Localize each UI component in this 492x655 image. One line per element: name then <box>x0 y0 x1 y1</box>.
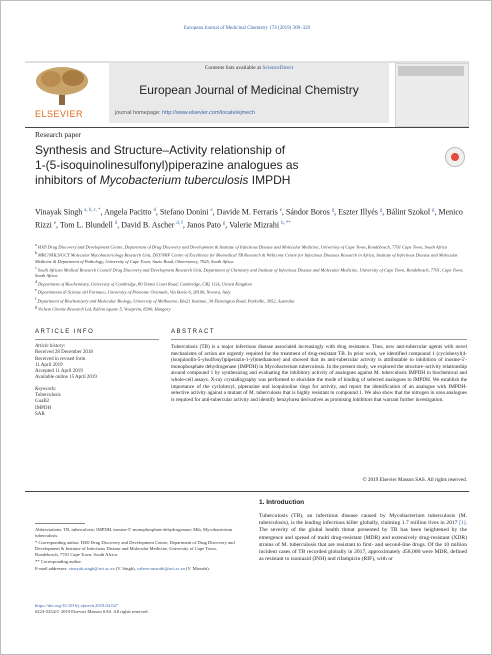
author-name[interactable]: Sándor Boros <box>285 207 332 217</box>
affiliation-item <box>35 242 465 250</box>
affiliation-item <box>35 250 465 264</box>
second-corresponding-footnote: ** Corresponding author. <box>35 559 82 564</box>
author-name[interactable]: Stefano Donini <box>159 207 211 217</box>
affiliation-text: Vichem Chemie Research Ltd, Kálvin square 5, Veszprém, 8200, Hungary <box>38 306 171 312</box>
author-affiliation-marker: d <box>114 220 118 226</box>
article-title: Synthesis and Structure–Activity relationship of 1-(5-isoquinolinesulfonyl)piperazine analogues as inhibitors of Mycobacterium tuberculosis IMPDH <box>35 143 299 187</box>
keyword-list <box>35 393 125 418</box>
abstract-rule <box>171 339 467 340</box>
affiliation-label: f <box>35 295 38 301</box>
affiliation-item <box>35 287 465 295</box>
affiliation-item <box>35 296 465 304</box>
author-affiliation-marker: g <box>432 208 435 213</box>
journal-header <box>25 61 469 129</box>
affiliation-list <box>35 242 465 313</box>
email-link-mizrahi[interactable]: valerie.mizrahi@uct.ac.za <box>136 566 185 571</box>
author-affiliation-marker: g <box>222 220 226 226</box>
copyright-notice: © 2019 Elsevier Masson SAS. All rights reserved. <box>362 477 467 483</box>
doi-block <box>35 603 235 615</box>
author-affiliation-marker: b, ** <box>281 220 291 226</box>
history-line: 11 April 2019 <box>35 362 63 368</box>
affiliation-text: South African Medical Research Council Drug Discovery and Development Research Unit, Department of Chemistry and Institute of Infectious Disease and Molecular Medicine, University of Cape Town, Rondebosch, 7701, Cape Town, South Africa <box>35 267 464 279</box>
author-name[interactable]: Valerie Mizrahi <box>229 220 282 230</box>
author-name[interactable]: David B. Ascher <box>121 220 177 230</box>
affiliation-label: e <box>35 287 38 293</box>
author-name[interactable]: Janos Pato <box>186 220 223 230</box>
article-info-rule <box>35 339 159 340</box>
corresponding-author-footnote: * Corresponding author. H3D Drug Discovery and Development Centre, Department of Drug Discovery and Development & Institute of Infectious Disease and Molecular Medicine, University of Cape Town, Rondebosch, 7701 Cape Town, South Africa. <box>35 540 235 557</box>
keywords-label: Keywords: <box>35 386 57 392</box>
author-affiliation-marker: d, f <box>176 220 183 226</box>
author-name[interactable]: Angela Pacitto <box>104 207 154 217</box>
affiliation-text: Department of Biochemistry and Molecular Biology, University of Melbourne, Bio21 Institute, 30 Flemington Road, Parkville, 3052, Australia <box>37 298 295 304</box>
history-line: Available online 15 April 2019 <box>35 375 97 381</box>
article-info <box>35 344 125 418</box>
email-footnote: E-mail addresses: vinayak.singh@uct.ac.za (V. Singh), valerie.mizrahi@uct.ac.za (V. Mizrahi). <box>35 566 210 571</box>
affiliation-text: Department of Biochemistry, University of Cambridge, 80 Tennis Court Road, Cambridge, CB2 1GA, United Kingdom <box>38 281 252 287</box>
history-label: Article history: <box>35 344 66 349</box>
author-affiliation-marker: d <box>153 208 156 213</box>
abstract-bottom-rule <box>25 491 469 492</box>
introduction-text: Tuberculosis (TB), an infectious disease caused by Mycobacterium tuberculosis (M. tuberculosis), is the leading infectious killer globally, claiming 1.7 million lives in 2017 [1]. The severity of the global health threat presented by TB has been heightened by the emergence and spread of multi drug-resistant (MDR) and extensively drug-resistant (XDR) strains of M. tuberculosis that are resistant to first- and second-line drugs. Of the 10 million incident cases of TB recorded globally in 2017, approximately 458,000 were MDR, defined as resistant to isoniazid (INH) and rifampicin (RIF), with or <box>259 513 467 563</box>
abbreviations-footnote: Abbreviations: TB, tuberculosis; IMPDH, inosine-5′-monophosphate dehydrogenase; Mtb, Mycobacterium tuberculosis. <box>35 527 233 538</box>
affiliation-text: H3D Drug Discovery and Development Centre, Department of Drug Discovery and Development & Institute of Infectious Disease and Molecular Medicine, University of Cape Town, Rondebosch, 7701 Cape Town, South Africa <box>37 244 448 250</box>
check-for-updates-icon[interactable] <box>445 147 465 167</box>
affiliation-label: d <box>35 279 38 285</box>
affiliation-text: Dipartimento di Scienze del Farmaco, University of Piemonte Orientale, Via Bovio 6, 28100, Novara, Italy <box>37 289 231 295</box>
journal-cover-thumbnail <box>395 63 469 127</box>
keyword: GuaB2 <box>35 399 50 405</box>
issn-line: 0223-5234/© 2019 Elsevier Masson SAS. All rights reserved. <box>35 609 149 614</box>
affiliation-item <box>35 279 465 287</box>
affiliation-label: g <box>35 304 38 310</box>
affiliation-item <box>35 304 465 312</box>
author-affiliation-marker: e <box>53 220 57 226</box>
journal-title: European Journal of Medicinal Chemistry <box>139 83 359 97</box>
article-info-heading: ARTICLE INFO <box>35 329 95 335</box>
reference-link-1[interactable]: [1] <box>459 520 466 527</box>
author-name[interactable]: Vinayak Singh <box>35 207 85 217</box>
author-name[interactable]: Tom L. Blundell <box>59 220 115 230</box>
doi-link[interactable]: https://doi.org/10.1016/j.ejmech.2019.04.027 <box>35 603 119 608</box>
sciencedirect-link[interactable]: ScienceDirect <box>262 65 294 71</box>
journal-citation[interactable]: European Journal of Medicinal Chemistry 174 (2019) 309–329 <box>183 26 311 31</box>
author-affiliation-marker: e <box>210 208 213 213</box>
journal-homepage: journal homepage: http://www.elsevier.com/locate/ejmech <box>115 110 256 116</box>
history-line: Received in revised form <box>35 356 86 362</box>
homepage-link[interactable]: http://www.elsevier.com/locate/ejmech <box>162 110 256 116</box>
author-list: Vinayak Singh $^{a, b, c, *}$, Angela Pacitto $^d$, Stefano Donini $^e$, Davide M. Ferraris $^e$, Sándor Boros $^g$, Eszter Illyés $^g$, Bálint Szokol $^g$, Menico Rizzi $^e$, Tom L. Blundell $^d$, David B. Ascher $^{d, f}$, Janos Pato $^g$, Valerie Mizrahi $^{b, **}$ <box>35 207 463 230</box>
footnote-rule <box>35 523 85 524</box>
author-name[interactable]: Menico Rizzi <box>35 207 463 230</box>
author-name[interactable]: Bálint Szokol <box>386 207 433 217</box>
author-affiliation-marker: a, b, c, * <box>84 208 101 213</box>
keyword: SAR <box>35 411 45 417</box>
author-name[interactable]: Eszter Illyés <box>338 207 380 217</box>
affiliation-label: c <box>35 264 38 270</box>
footnotes <box>35 527 235 573</box>
author-affiliation-marker: g <box>379 208 383 213</box>
affiliation-label: b <box>35 250 38 256</box>
elsevier-tree-logo <box>29 65 101 123</box>
affiliation-label: a <box>35 242 38 247</box>
header-rule <box>25 127 469 128</box>
abstract-text: Tuberculosis (TB) is a major infectious disease associated increasingly with drug resistance. Thus, new anti-tubercular agents with novel mechanisms of action are urgently required for the treatment of drug-resistant TB. In prior work, we identified compound 1 (cyclohexyl(4-(isoquinolin-5-ylsulfonyl)piperazin-1-yl)methanone) and showed that its anti-tubercular activity is attributable to inhibition of inosine-5′-monophosphate dehydrogenase (IMPDH) in Mycobacterium tuberculosis. In the present study, we explored the structure–activity relationship around compound 1 by synthesizing and evaluating the inhibitory activity of analogues against M. tuberculosis IMPDH in biochemical and whole-cell assays. X-ray crystallography was performed to elucidate the mode of binding of selected analogues to IMPDH. We establish the importance of the cyclohexyl, piperazine and isoquinoline rings for activity, and report the identification of an analogue with IMPDH-selective activity against a mutant of M. tuberculosis that is highly resistant to compound 1. We also show that the nitrogen in urea analogues is required for anti-tubercular activity and identify benzylurea derivatives as promising inhibitors that warrant further investigation. <box>171 344 467 403</box>
affiliation-text: MRC/NHLS/UCT Molecular Mycobacteriology Research Unit, DST/NRF Centre of Excellence for Biomedical TB Research & Wellcome Centre for Infectious Diseases Research in Africa, Institute of Infectious Disease and Molecular Medicine & Department of Pathology, University of Cape Town, Anzio Road, Observatory, 7925, South Africa <box>35 252 458 264</box>
publisher-name: ELSEVIER <box>35 109 84 119</box>
history-line: Received 28 December 2018 <box>35 350 93 356</box>
contents-line: Contents lists available at ScienceDirect <box>204 65 294 71</box>
author-affiliation-marker: e <box>279 208 282 213</box>
journal-banner <box>109 63 389 123</box>
keyword: IMPDH <box>35 405 52 411</box>
author-name[interactable]: Davide M. Ferraris <box>216 207 280 217</box>
email-link-singh[interactable]: vinayak.singh@uct.ac.za <box>68 566 115 571</box>
introduction-heading: 1. Introduction <box>259 499 305 506</box>
history-line: Accepted 11 April 2019 <box>35 369 83 375</box>
author-affiliation-marker: g <box>331 208 335 213</box>
cover-title-bar <box>398 66 464 76</box>
affiliation-item <box>35 265 465 279</box>
article-type: Research paper <box>35 130 82 139</box>
article-history <box>35 350 125 381</box>
abstract-heading: ABSTRACT <box>171 329 216 335</box>
keyword: Tuberculosis <box>35 393 61 399</box>
